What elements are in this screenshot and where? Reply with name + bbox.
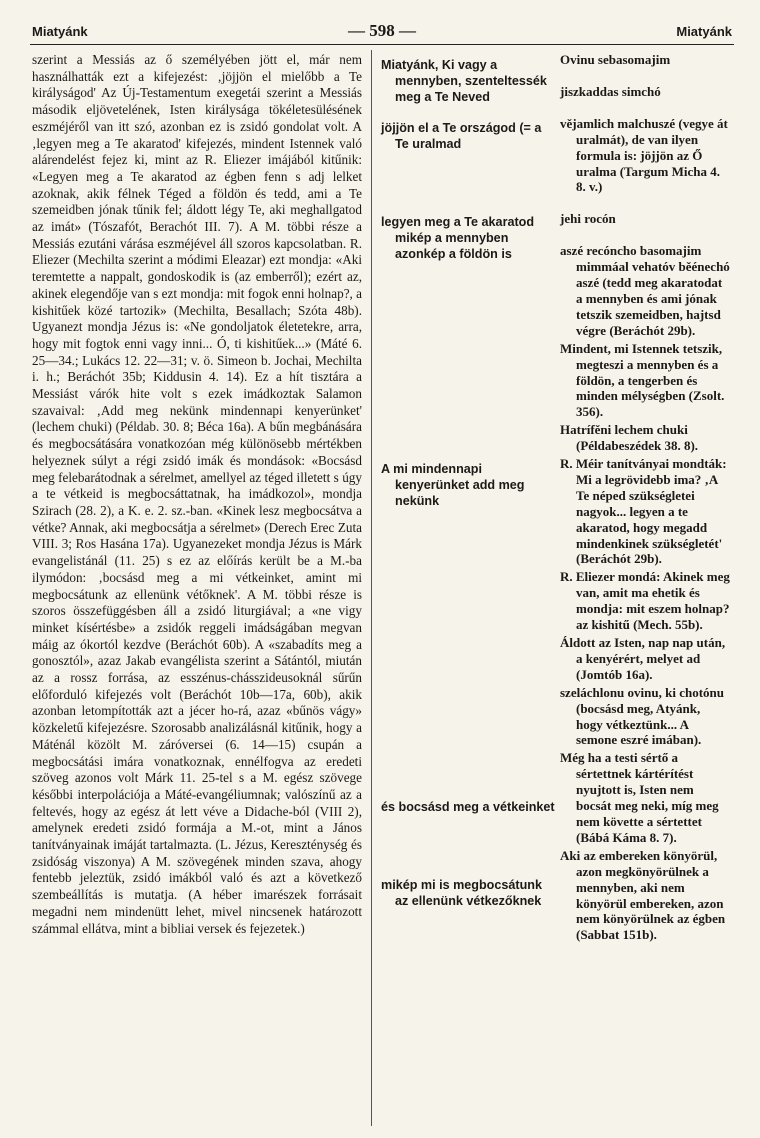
column-divider [371, 50, 372, 1126]
hebrew-line: jehi rocón [560, 211, 616, 227]
hebrew-line: vějamlich malchuszé (vegye át uralmát), de van ilyen formula is: jöjjön az Ő uralma (Targum Micha 4. 8. v.) [560, 115, 728, 195]
hebrew-line: Áldott az Isten, nap nap után, a kenyérért, melyet ad (Jomtób 16a). [560, 635, 726, 682]
hebrew-line: Ovinu sebasomajim [560, 52, 671, 67]
hebrew-line: Még ha a testi sértő a sértettnek kártérítést nyujtott is, Isten nem bocsát meg neki, míg meg nem követte a sértettet (Bábá Káma 8. 7). [560, 750, 719, 845]
prayer-line: A mi mindennapi kenyerünket add meg nekünk [381, 462, 525, 508]
header-rule [30, 44, 734, 45]
right-hebrew-column [560, 52, 730, 945]
header-left-title: Miatyánk [32, 23, 88, 39]
hebrew-line: R. Eliezer mondá: Akinek meg van, amit ma ehetik és mondja: mit eszem holnap? az kishitű (Mech. 55b). [560, 569, 730, 633]
header-right-title: Miatyánk [676, 23, 732, 39]
prayer-line: mikép mi is megbocsátunk az ellenünk vétkezőknek [381, 878, 542, 908]
left-text-column [32, 52, 362, 937]
hebrew-line: Aki az embereken könyörül, azon megkönyörülnek a mennyben, aki nem könyörül embereken, azon nem könyörülnek az égben (Sabbat 151b). [560, 847, 726, 943]
hebrew-line: Hatrífěni lechem chuki (Példabeszédek 38. 8). [560, 422, 699, 454]
hebrew-line: R. Méir tanítványai mondták: Mi a legrövidebb ima? ‚A Te néped szükségletei nagyok... legyen a te akaratod, hogy megadd mindenkinek szükségletét' (Beráchót 29b). [560, 456, 727, 567]
prayer-line: Miatyánk, Ki vagy a mennyben, szenteltessék meg a Te Neved [381, 58, 547, 104]
running-header [32, 20, 732, 42]
prayer-line: és bocsásd meg a vétkeinket [381, 800, 555, 814]
prayer-line: jöjjön el a Te országod (= a Te uralmad [381, 121, 542, 151]
hebrew-line: jiszkaddas simchó [560, 83, 661, 99]
page-number: — 598 — [348, 21, 416, 40]
hebrew-line: aszé recóncho basomajim mimmáal vehatóv běénechó aszé (tedd meg akaratodat a mennyben és ami jónak tetszik szemeidben, hajtsd végre (Beráchót 29b). [560, 243, 730, 338]
body-paragraph: szerint a Messiás az ő személyében jött el, már nem használhatták ezt a kifejezést: ‚jöjjön el mielőbb a Te királyságod' Az Új-Testamentum exegetái szerint a Messiás második eljövetelének, Isten királysága tökéletesülésének eszméjéről van itt szó, azonban ez is zsidó gondolat volt. A ‚legyen meg a Te akaratod' kifejezés, mindent Istennek való alárendelést fejez ki, mint az R. Eliezer imájából kitűnik: «Legyen meg a Te akaratod az égben fenn s adj lelket azoknak, akik félnek Téged a földön és tedd, ami a Te szemeidben jónak tűnik fel; áldott légy Te, aki meghallgatod az imát» (Tószafót, Berachót III. 7). A M. többi része a Messiás ezutáni várása eszméjével áll szoros kapcsolatban. R. Eliezer (Mechilta szerint a módimi Eleazar) ezt mondja: «Aki teremtette a nappalt, gondoskodik is (az emberről); ezért az, akinek elegendője van s ezt mondja: mit fogok enni holnap?, a kishitűek közé tartozik» (Mechilta, Besallach; Szóta 48b). Ugyanezt mondja Jézus is: «Ne gondoljatok életetekre, arra, hogy mit fogtok enni vagy inni... Ó, ti kishitűek...» (Máté 6. 25—34.; Lukács 12. 22—31; v. ö. Simeon b. Jochai, Mechilta i. h.; Beráchót 35b; Kiddusin 4. 14). Ez a hít tisztára a Messiást várók hite volt s ezek imádkoztak Salamon szavaival: ‚Add meg nekünk mindennapi kenyerünket' (lechem chuki) (Példab. 30. 8; Béca 16a). A bűn megbánására és megbocsátására vonatkozóan még különösebb mértékben helyeznek súlyt a régi zsidó imák és mondások: «Bocsásd meg felebarátodnak a sérelmet, amellyel az téged illetett s úgy a te vétkeid is megbocsáttatnak, ha imádkozol», mondja Szirach (28. 2), a K. e. 2. sz.-ban. «Kinek lesz megbocsátva a vétke? Annak, aki megbocsátja a sérelmet» (Derech Erec Zuta VIII. 3; Ros Hasána 17a). Ugyanezeket mondja Jézus is Márk evangelistánál (11. 25) s ez az előírás került be a M.-ba ilymódon: ‚bocsásd meg a mi vétkeinket, amint mi megbocsátunk az ellenünk vétőknek'. A M. többi része is szoros összefüggésben áll a zsidó liturgiával; a «ne vigy minket kísértésbe» a zsidók reggeli imádságában megvan máig az ókortól kezdve (Beráchót 60b). A «szabadíts meg a gonosztól», azaz Jakab evangélista szerint a Sátántól, miután az a rossz forrása, az esszénus-chásszideusoknál sűrűn előforduló kifejezés volt (Beráchót 10b—17a, 60b), akik azonban letompították azt a jécer ho-rá, azaz «bűnös vágy» közkeletű kifejezésre. Szorosabb analizálásnál kitűnik, hogy a Máténál közölt M. záróversei (6. 14—15) csupán a megbocsátási imára vonatkoznak, ennélfogva az eredeti szöveg azonos volt Márk 11. 25-tel s a M. egész szövege későbbi interpolációja a Máté-evangéliumnak; valószínű az a feltevés, hogy az egész át lett véve a Didache-ból (VIII 2), amelynek eredeti zsidó formája a M.-ot, mint a János tanítványainak imáját tartalmazta. (L. Jézus, Kereszténység és zsidóság viszonya) A M. szövegének minden szava, ahogy fentebb jeleztük, zsidó imákból való és azt a következő szembeállítás is mutatja. (A héber imarészek forrásait megadni nem mindenütt lehet, mivel nincsenek határozott számmal ellátva, mint a bibliai versek és fejezetek.) [32, 52, 362, 936]
hebrew-line: szeláchlonu ovinu, ki chotónu (bocsásd meg, Atyánk, hogy vétkeztünk... A semone eszré imában). [560, 684, 724, 748]
prayer-line: legyen meg a Te akaratod mikép a mennyben azonkép a földön is [381, 215, 535, 261]
hebrew-line: Mindent, mi Istennek tetszik, megteszi a mennyben és a földön, a tengerben és minden mélységben (Zsolt. 356). [560, 340, 725, 420]
